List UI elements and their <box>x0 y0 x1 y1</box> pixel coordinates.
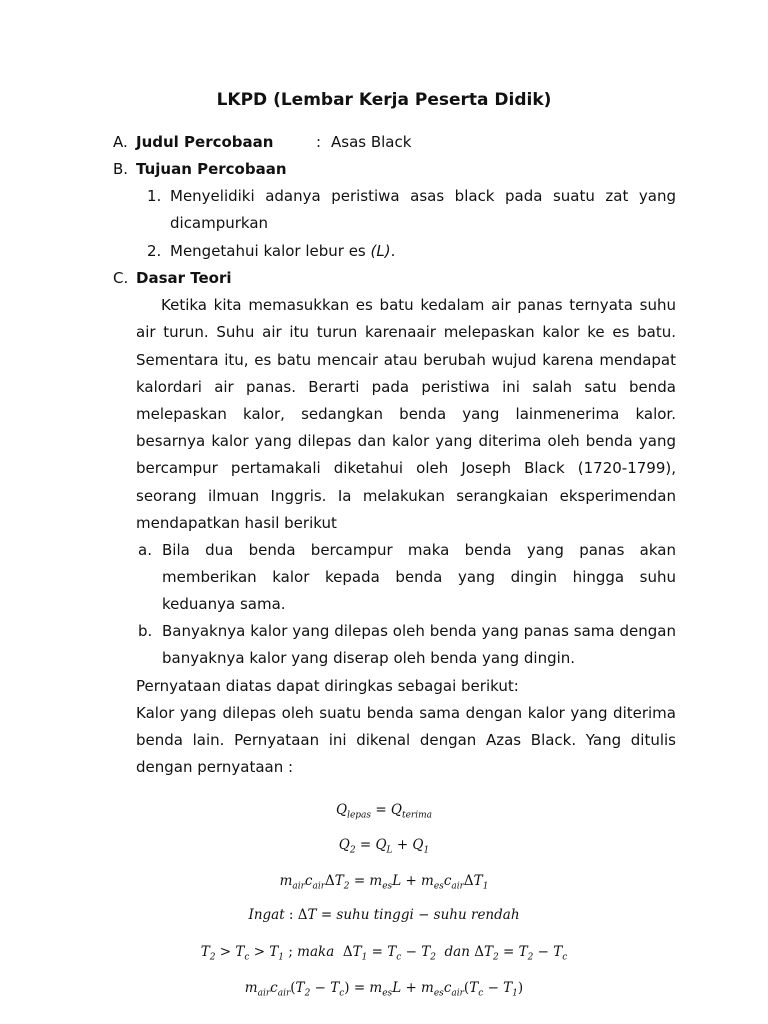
equation-5: $T_2 > T_c > T_1$ ; maka $\Delta T_1 = T_c - T_2$ dan $\Delta T_2 = T_2 - T_c$ <box>200 944 568 963</box>
objective-1-line-2: dicampurkan <box>170 214 269 232</box>
section-c-label: Dasar Teori <box>136 269 232 287</box>
theory-line: air turun. Suhu air itu turun karenaair melepaskan kalor ke es batu. <box>136 323 676 341</box>
finding-a-line: Bila dua benda bercampur maka benda yang panas akan <box>162 541 676 559</box>
equation-2: $Q_2 = Q_L + Q_1$ <box>338 837 430 856</box>
theory-line: bercampur pertamakali diketahui oleh Joseph Black (1720-1799), <box>136 459 676 477</box>
equation-3: $m_{air}c_{air}\Delta T_2 = m_{es}L + m_{es}c_{air}\Delta T_1$ <box>279 873 489 892</box>
finding-a-line: keduanya sama. <box>162 595 286 613</box>
theory-line: melepaskan kalor, sedangkan benda yang lainmenerima kalor. <box>136 405 676 423</box>
equation-1: $Q_{lepas} = Q_{terima}$ <box>335 802 433 821</box>
theory-line: Sementara itu, es batu mencair atau berubah wujud karena mendapat <box>136 351 676 369</box>
summary-line: dengan pernyataan : <box>136 758 294 776</box>
objective-2-text: Mengetahui kalor lebur es (L). <box>170 242 396 260</box>
finding-a-letter: a. <box>138 541 152 559</box>
summary-intro: Pernyataan diatas dapat diringkas sebagai berikut: <box>136 677 519 695</box>
summary-line: benda lain. Pernyataan ini dikenal dengan Azas Black. Yang ditulis <box>136 731 676 749</box>
theory-line: besarnya kalor yang dilepas dan kalor yang diterima oleh benda yang <box>136 432 676 450</box>
objective-1-line-1: Menyelidiki adanya peristiwa asas black pada suatu zat yang <box>170 187 676 205</box>
page-title: LKPD (Lembar Kerja Peserta Didik) <box>216 90 552 110</box>
finding-b-line: banyaknya kalor yang diserap oleh benda yang dingin. <box>162 649 576 667</box>
summary-line: Kalor yang dilepas oleh suatu benda sama dengan kalor yang diterima <box>136 704 676 722</box>
section-b-label: Tujuan Percobaan <box>136 160 287 178</box>
equation-4: Ingat : ΔT = suhu tinggi − suhu rendah <box>248 907 520 923</box>
finding-a-line: memberikan kalor kepada benda yang dingin hingga suhu <box>162 568 676 586</box>
theory-line: kalordari air panas. Berarti pada peristiwa ini salah satu benda <box>136 378 676 396</box>
theory-line: Ketika kita memasukkan es batu kedalam air panas ternyata suhu <box>161 296 676 314</box>
theory-line: mendapatkan hasil berikut <box>136 514 337 532</box>
objective-1-number: 1. <box>147 187 162 205</box>
section-a-colon: : <box>316 133 322 151</box>
section-b-letter: B. <box>113 160 129 178</box>
equation-6: $m_{air}c_{air}(T_2 - T_c) = m_{es}L + m_{es}c_{air}(T_c - T_1)$ <box>244 980 524 999</box>
finding-b-line: Banyaknya kalor yang dilepas oleh benda yang panas sama dengan <box>162 622 676 640</box>
theory-line: seorang ilmuan Inggris. Ia melakukan serangkaian eksperimendan <box>136 487 676 505</box>
section-a-value: Asas Black <box>331 133 412 151</box>
section-a-label: Judul Percobaan <box>136 133 274 151</box>
section-a-letter: A. <box>113 133 128 151</box>
objective-2-number: 2. <box>147 242 162 260</box>
section-c-letter: C. <box>113 269 129 287</box>
finding-b-letter: b. <box>138 622 153 640</box>
